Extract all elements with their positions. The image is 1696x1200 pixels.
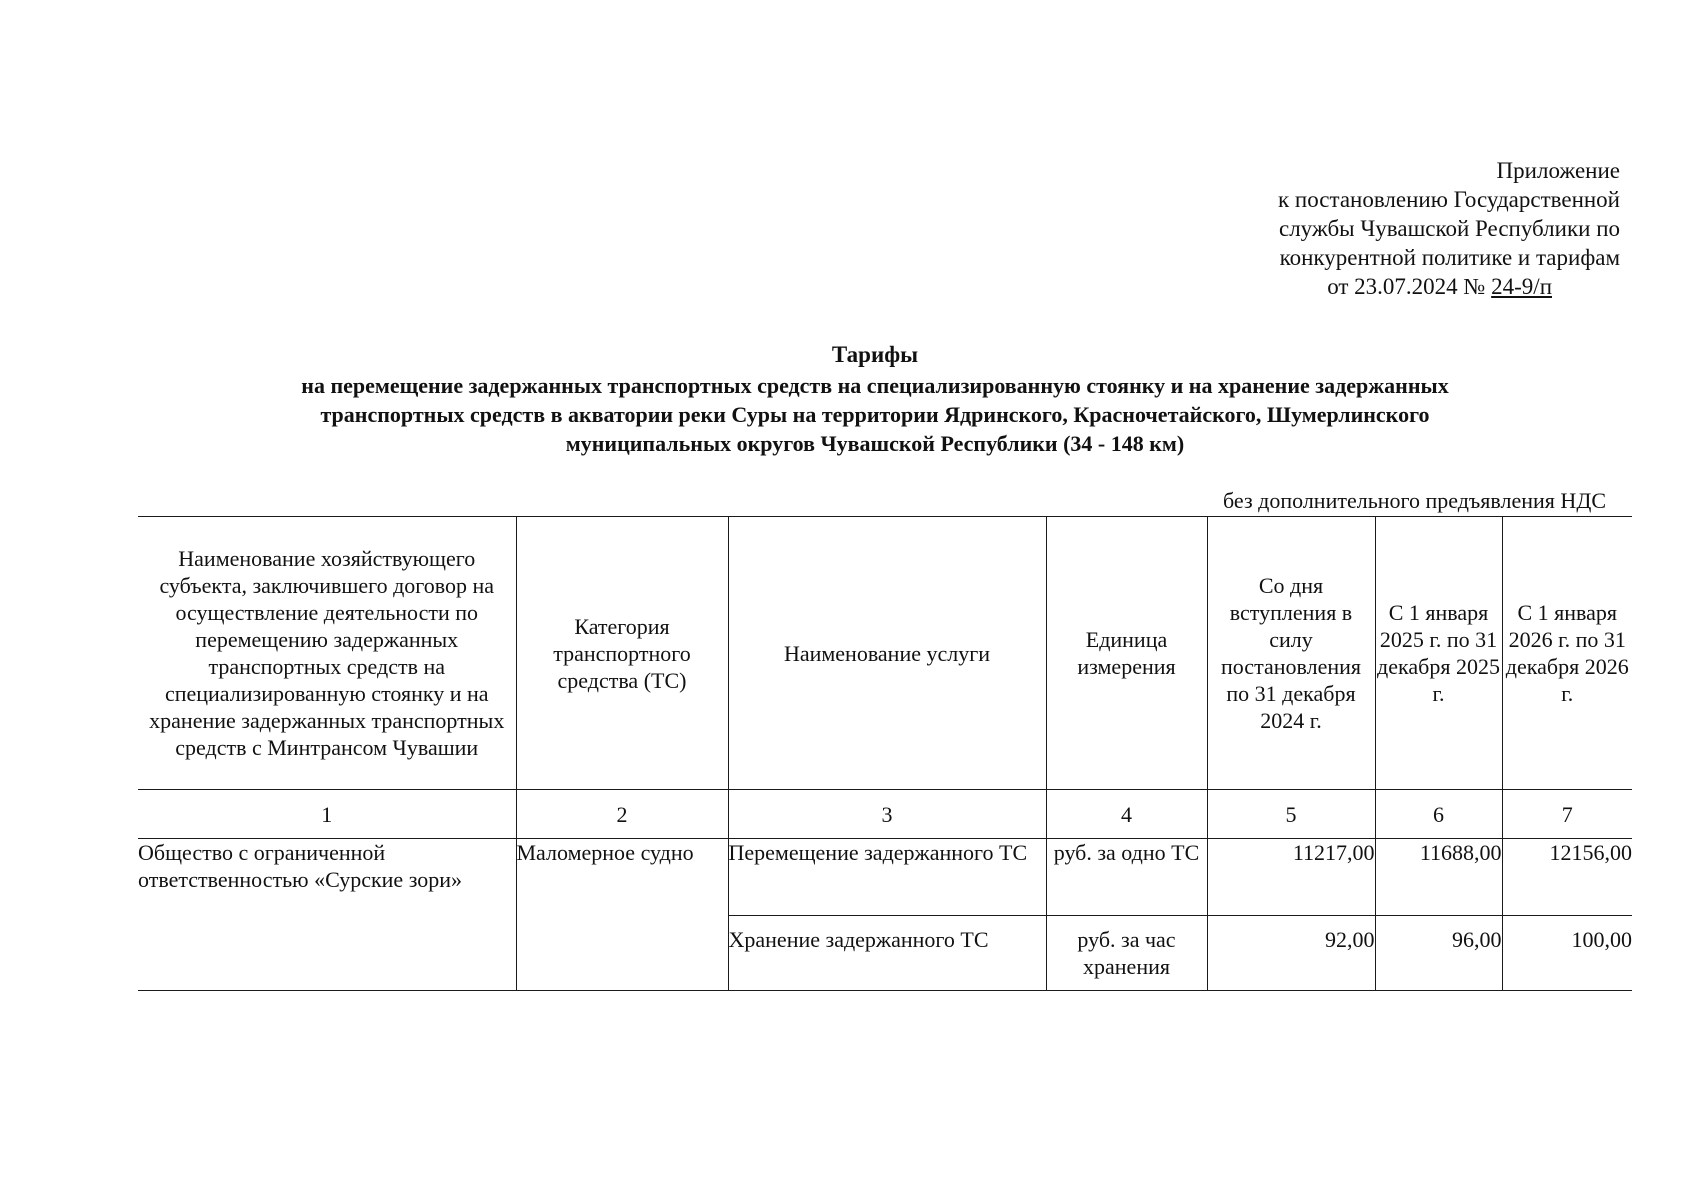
vehicle-category-cell: Маломерное судно [516, 839, 728, 991]
price-2026-cell: 100,00 [1502, 916, 1632, 991]
title-line-2: транспортных средств в акватории реки Суры на территории Ядринского, Красночетайского, Шумерлинского [320, 402, 1430, 427]
appendix-date-line [1180, 272, 1620, 301]
price-2026-cell: 12156,00 [1502, 839, 1632, 916]
title-line-3: муниципальных округов Чувашской Республики (34 - 148 км) [565, 431, 1185, 456]
column-number: 7 [1502, 790, 1632, 839]
appendix-line-2: к постановлению Государственной [1278, 187, 1620, 212]
decree-number: 24-9/п [1491, 274, 1552, 299]
header-service: Наименование услуги [728, 517, 1046, 790]
header-category: Категория транспортного средства (ТС) [516, 517, 728, 790]
service-cell: Перемещение задержанного ТС [728, 839, 1046, 916]
column-number: 2 [516, 790, 728, 839]
price-2025-cell: 11688,00 [1375, 839, 1502, 916]
price-2024-cell: 92,00 [1207, 916, 1375, 991]
appendix-line-3: службы Чувашской Республики по [1278, 216, 1620, 241]
column-number-row [138, 790, 1632, 839]
service-cell: Хранение задержанного ТС [728, 916, 1046, 991]
vat-note: без дополнительного предъявления НДС [1223, 488, 1606, 513]
header-organization: Наименование хозяйствующего субъекта, заключившего договор на осуществление деятельности по перемещению задержанных транспортных средств на специализированную стоянку и на хранение задержанных транспортных средств с Минтрансом Чувашии [138, 517, 516, 790]
column-number: 5 [1207, 790, 1375, 839]
unit-cell: руб. за час хранения [1046, 916, 1207, 991]
appendix-block [1180, 156, 1620, 301]
unit-cell: руб. за одно ТС [1046, 839, 1207, 916]
appendix-line-4: конкурентной политике и тарифам [1279, 245, 1620, 270]
table-row [138, 839, 1632, 916]
column-number: 1 [138, 790, 516, 839]
title-main: Тарифы [831, 342, 919, 367]
document-title [140, 340, 1610, 458]
price-2024-cell: 11217,00 [1207, 839, 1375, 916]
column-number: 3 [728, 790, 1046, 839]
price-2025-cell: 96,00 [1375, 916, 1502, 991]
organization-cell: Общество с ограниченной ответственностью «Сурские зори» [138, 839, 516, 991]
header-period-2025: С 1 января 2025 г. по 31 декабря 2025 г. [1375, 517, 1502, 790]
header-unit: Единица измерения [1046, 517, 1207, 790]
header-period-2024: Со дня вступления в силу постановления по 31 декабря 2024 г. [1207, 517, 1375, 790]
header-row [138, 517, 1632, 790]
tariff-table [138, 516, 1632, 991]
header-period-2026: С 1 января 2026 г. по 31 декабря 2026 г. [1502, 517, 1632, 790]
column-number: 4 [1046, 790, 1207, 839]
title-line-1: на перемещение задержанных транспортных средств на специализированную стоянку и на хранение задержанных [301, 373, 1449, 398]
column-number: 6 [1375, 790, 1502, 839]
appendix-date: от 23.07.2024 № [1327, 274, 1492, 299]
appendix-title: Приложение [1496, 158, 1620, 183]
